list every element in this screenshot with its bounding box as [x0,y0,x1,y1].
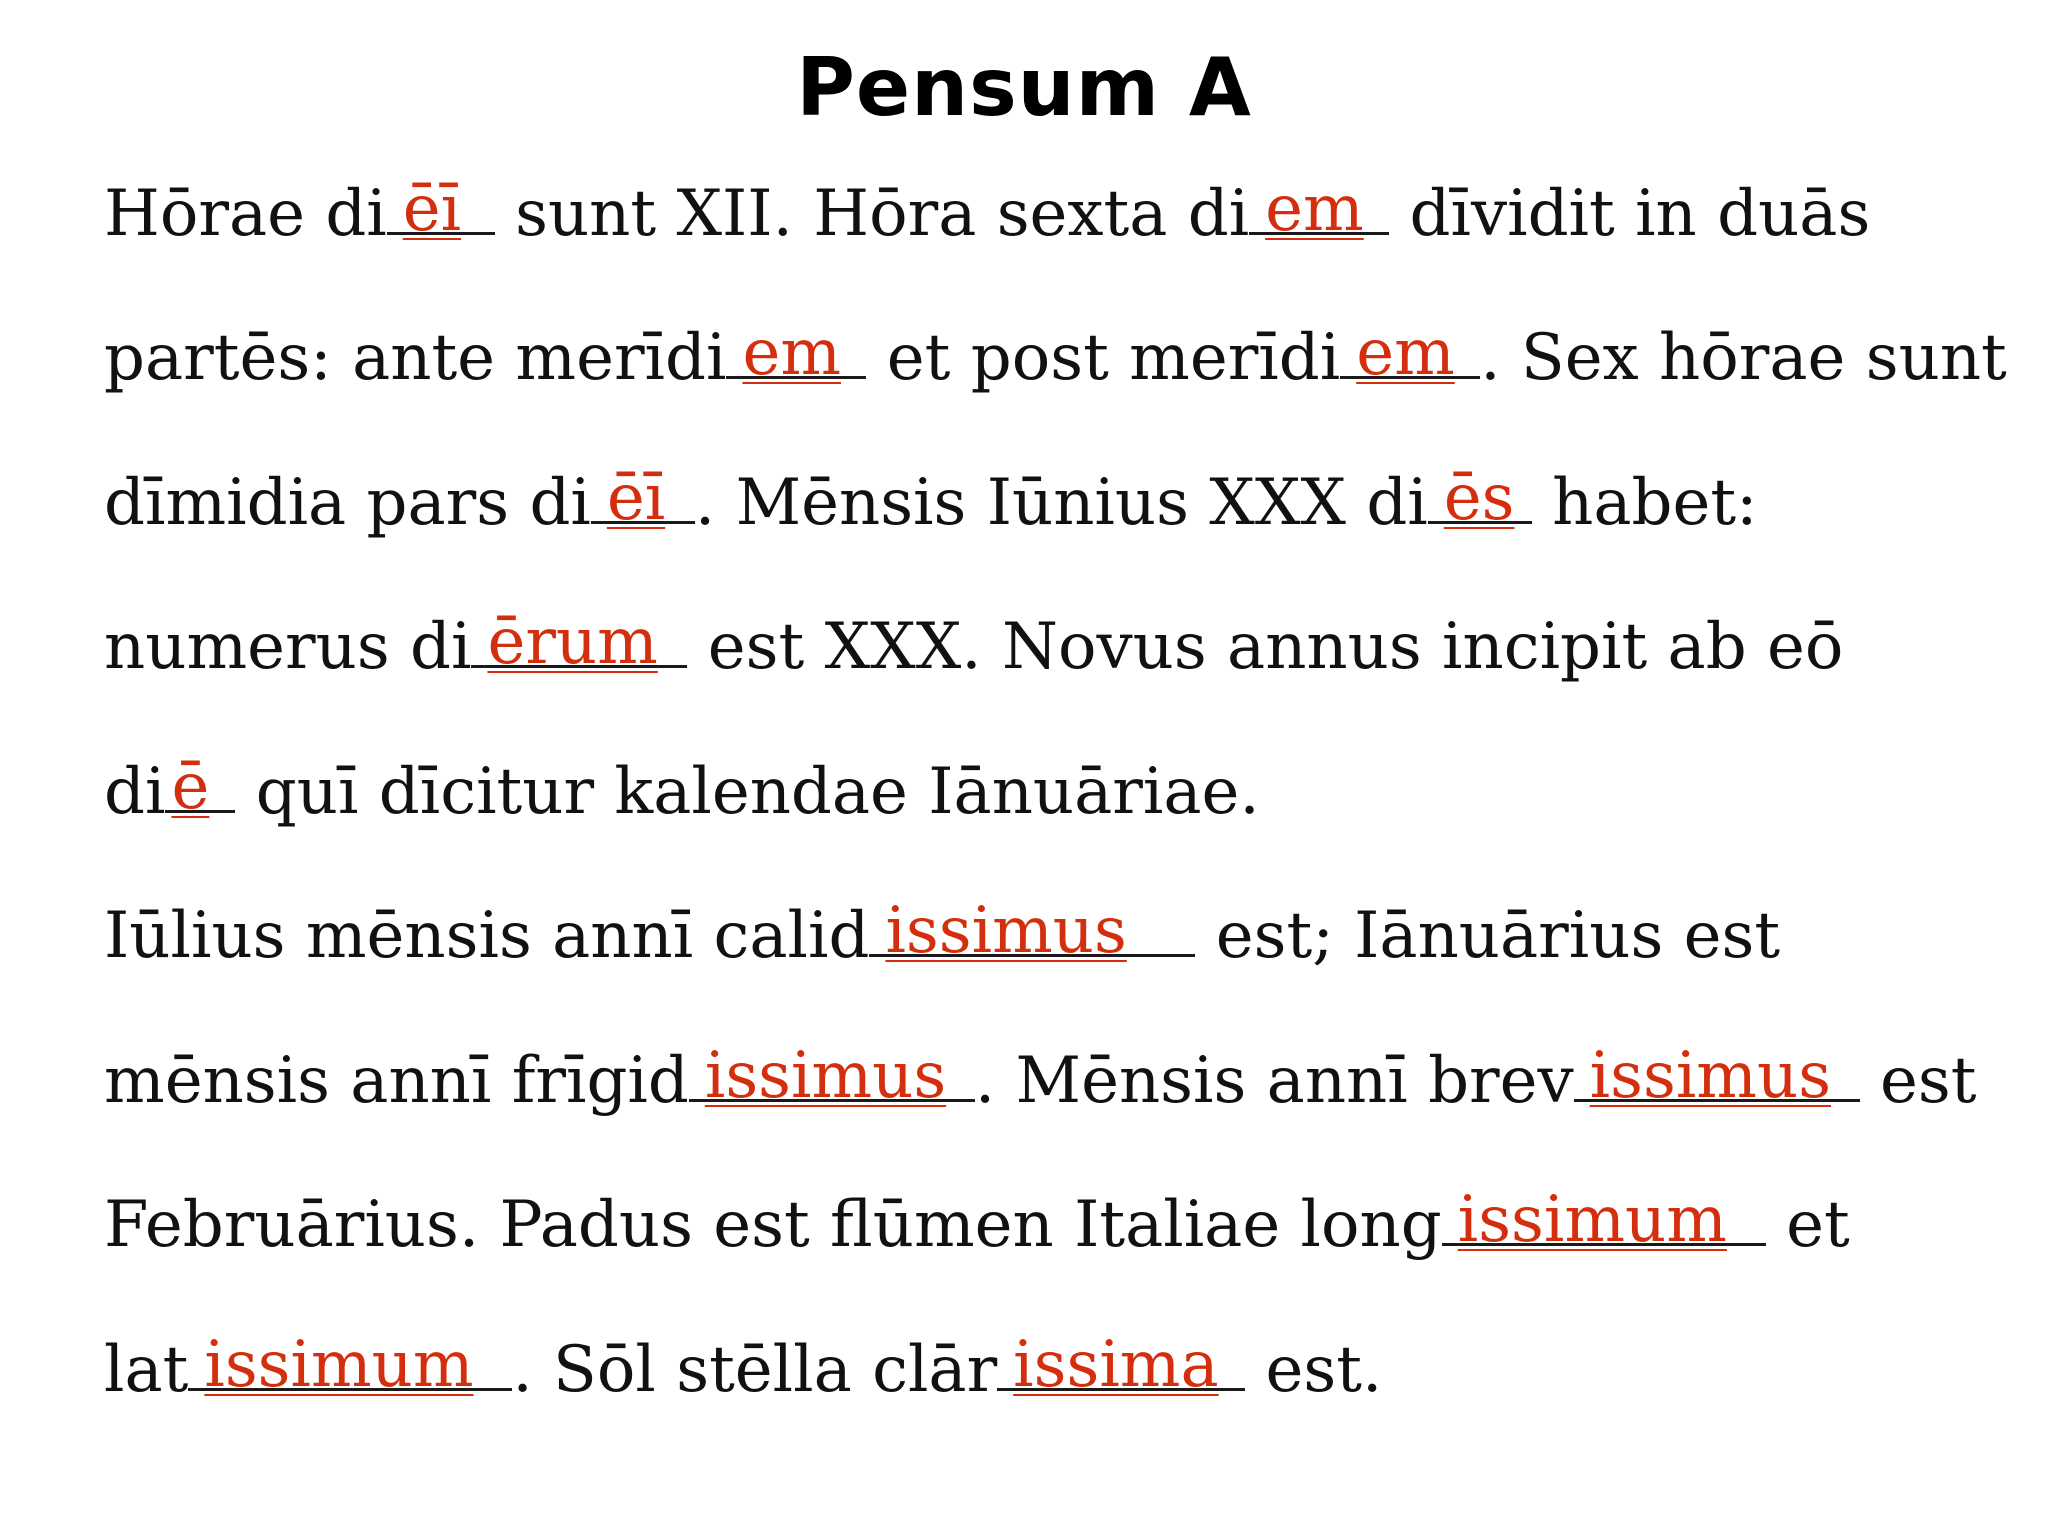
answer-fill: issimum [1457,1183,1727,1257]
exercise-line-7 [104,1039,1976,1121]
line-text: lat [104,1333,189,1407]
answer-fill: issimum [204,1328,474,1402]
answer-fill: em [1265,172,1364,246]
answer-fill: ēs [1443,461,1515,535]
line-text: Hōrae di [104,177,387,251]
answer-blank[interactable] [188,1328,512,1402]
answer-blank[interactable] [591,461,695,535]
answer-blank[interactable] [471,605,687,679]
answer-fill: ē [171,750,210,824]
line-text: est [1859,1044,1977,1118]
answer-blank[interactable] [726,316,866,390]
answer-fill: em [742,316,841,390]
line-text: . Sōl stēlla clār [512,1333,998,1407]
line-text: . Mēnsis annī brev [974,1044,1574,1118]
answer-blank[interactable] [869,894,1195,968]
exercise-line-6 [104,894,1780,976]
exercise-line-1 [104,172,1870,254]
answer-blank[interactable] [689,1039,975,1113]
line-text: est XXX. Novus annus incipit ab eō [687,610,1844,684]
answer-blank[interactable] [1428,461,1532,535]
line-text: sunt XII. Hōra sexta di [494,177,1250,251]
exercise-line-2 [104,316,2007,398]
answer-fill: ēī [402,172,462,246]
line-text: dīvidit in duās [1389,177,1871,251]
exercise-line-9 [104,1328,1382,1410]
exercise-line-5 [104,750,1260,832]
line-text: est. [1245,1333,1383,1407]
line-text: dīmidia pars di [104,466,591,540]
answer-fill: ēī [606,461,666,535]
answer-blank[interactable] [1574,1039,1860,1113]
answer-fill: issimus [704,1039,947,1113]
exercise-line-3 [104,461,1758,543]
answer-blank[interactable] [1249,172,1389,246]
line-text: Februārius. Padus est flūmen Italiae long [104,1188,1442,1262]
answer-blank[interactable] [1340,316,1480,390]
line-text: habet: [1531,466,1758,540]
line-text: numerus di [104,610,472,684]
answer-fill: ērum [487,605,658,679]
line-text: . Mēnsis Iūnius XXX di [694,466,1428,540]
line-text: partēs: ante merīdi [104,321,727,395]
answer-fill: em [1356,316,1455,390]
line-text: quī dīcitur kalendae Iānuāriae. [235,755,1260,829]
answer-blank[interactable] [165,750,235,824]
answer-blank[interactable] [387,172,495,246]
page-title: Pensum A [796,41,1252,134]
answer-fill: issima [1013,1328,1219,1402]
answer-blank[interactable] [1442,1183,1766,1257]
exercise-line-8 [104,1183,1850,1265]
line-text: di [104,755,166,829]
answer-fill: issimus [885,894,1127,968]
exercise-line-4 [104,605,1843,687]
line-text: Iūlius mēnsis annī calid [104,899,870,973]
answer-blank[interactable] [997,1328,1245,1402]
line-text: . Sex hōrae sunt [1480,321,2007,395]
line-text: est; Iānuārius est [1195,899,1781,973]
answer-fill: issimus [1589,1039,1832,1113]
line-text: et [1765,1188,1850,1262]
line-text: mēnsis annī frīgid [104,1044,689,1118]
line-text: et post merīdi [866,321,1341,395]
